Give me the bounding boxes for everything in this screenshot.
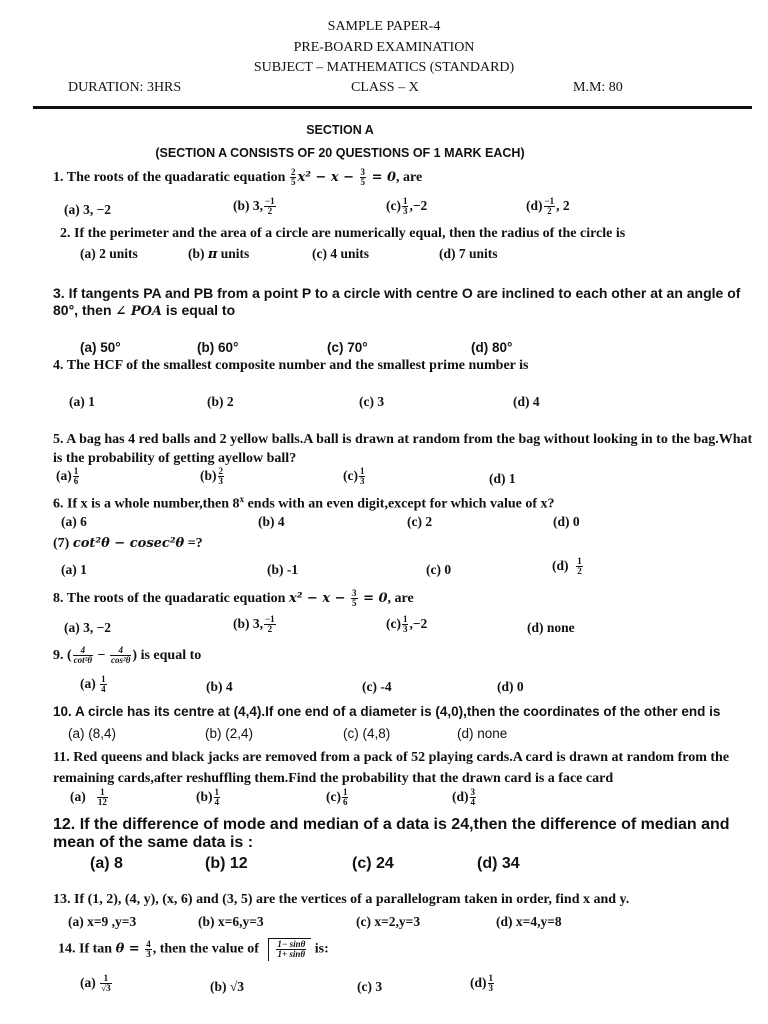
option-c: (c) -4 [362, 679, 392, 694]
question-4: 4. The HCF of the smallest composite number and the smallest prime number is [53, 358, 529, 373]
option-d: (d) $\frac{3}{4}$ [452, 787, 475, 808]
question-8: 8. The roots of the quadaratic equation x² − x − $\frac{3}{5}$ = 0, are [53, 588, 414, 609]
fraction: $\frac{2}{5}$ [290, 167, 296, 188]
question-1: 1. The roots of the quadaratic equation $\frac{2}{5}$ x² − x − $\frac{3}{5}$ = 0, are [53, 167, 423, 188]
question-11: 11. Red queens and black jacks are removed from a pack of 52 playing cards.A card is drawn at random from the remaining cards,after reshuffling them.Find the probability that the drawn card is a face card [53, 750, 730, 786]
option-c: (c) x=2,y=3 [356, 914, 421, 929]
question-2: 2. If the perimeter and the area of a circle are numerically equal, then the radius of the circle is [60, 226, 626, 241]
option-c: (c) $\frac{1}{3}$ [343, 466, 365, 487]
option-c: (c) 2 [407, 514, 433, 529]
question-13: 13. If (1, 2), (4, y), (x, 6) and (3, 5) are the vertices of a parallelogram taken in order, find x and y. [53, 892, 630, 907]
option-b: (b) 3, $\frac{-1}{2}$ [233, 614, 275, 635]
option-a: (a) $\frac{1}{√3}$ [80, 973, 111, 994]
option-b: (b) 2 [207, 394, 234, 409]
question-9: 9. ( $\frac{4}{\text{cot²θ}}$ − $\frac{4}{\text{cos²θ}}$ ) is equal to [53, 645, 202, 666]
option-d: (d) 4 [513, 394, 540, 409]
option-a: (a) 1 [61, 562, 87, 577]
question-12: 12. If the difference of mode and median of a data is 24,then the difference of median and mean of the same data is : [53, 816, 730, 851]
subject-title: SUBJECT – MATHEMATICS (STANDARD) [253, 60, 515, 75]
option-c: (c) 70° [327, 340, 368, 355]
option-a: (a) $\frac{1}{12}$ [70, 787, 107, 808]
option-d: (d) $\frac{-1}{2}$ , 2 [526, 196, 570, 217]
equation: = 0 [367, 170, 397, 186]
marks-label: M.M: 80 [573, 80, 623, 95]
option-a: (a) 2 units [80, 246, 138, 261]
option-b: (b) 4 [258, 514, 285, 529]
question-3: 3. If tangents PA and PB from a point P to a circle with centre O are inclined to each other at an angle of 80°, then ∠ POA is equal to [53, 285, 741, 319]
option-d: (d) 1 [489, 471, 516, 486]
option-a: (a) $\frac{1}{4}$ [80, 674, 106, 695]
option-b: (b) 4 [206, 679, 233, 694]
section-subtitle: (SECTION A CONSISTS OF 20 QUESTIONS OF 1 MARK EACH) [155, 146, 525, 160]
option-c: (c) $\frac{1}{3}$ ,−2 [386, 614, 428, 635]
section-title: SECTION A [306, 123, 374, 137]
option-b: (b) √3 [210, 979, 245, 994]
option-a: (a) 8 [90, 855, 123, 872]
option-d: (d) 0 [497, 679, 524, 694]
question-text: 1. The roots of the quadaratic equation [53, 170, 289, 186]
option-c: (c) 3 [357, 979, 383, 994]
option-b: (b) $\frac{2}{3}$ [200, 466, 223, 487]
option-a: (a) 1 [69, 394, 95, 409]
option-c: (c) 3 [359, 394, 385, 409]
option-d: (d) none [527, 620, 575, 635]
option-d: (d) none [457, 726, 508, 741]
header-divider [33, 106, 752, 109]
option-a: (a) x=9 ,y=3 [68, 914, 137, 929]
equation: x² − x − [297, 170, 359, 186]
option-b: (b) 60° [197, 340, 239, 355]
question-7: (7) cot²θ − cosec²θ =? [53, 536, 203, 551]
exam-title: PRE-BOARD EXAMINATION [293, 40, 475, 55]
option-d: (d) 34 [477, 855, 520, 872]
option-c: (c) $\frac{1}{6}$ [326, 787, 348, 808]
option-b: (b) π units [188, 246, 250, 262]
option-b: (b) 12 [205, 855, 248, 872]
option-d: (d) x=4,y=8 [496, 914, 562, 929]
option-c: (c) $\frac{1}{3}$ ,−2 [386, 196, 428, 217]
option-a: (a) 3, −2 [64, 620, 112, 635]
duration-label: DURATION: 3HRS [68, 80, 182, 95]
option-d: (d) $\frac{1}{2}$ [552, 556, 582, 577]
option-b: (b) x=6,y=3 [198, 914, 264, 929]
option-a: (a) 3, −2 [64, 202, 112, 217]
question-5: 5. A bag has 4 red balls and 2 yellow balls.A ball is drawn at random from the bag without looking in to the bag.What is the probability of getting ayellow ball? [53, 432, 753, 466]
option-c: (c) (4,8) [343, 726, 391, 741]
option-a: (a) 6 [61, 514, 87, 529]
option-d: (d) 7 units [439, 246, 498, 261]
option-b: (b) (2,4) [205, 726, 254, 741]
option-a: (a) $\frac{1}{6}$ [56, 466, 79, 487]
question-6: 6. If x is a whole number,then 8$^x$ ends with an even digit,except for which value of x? [53, 494, 555, 512]
question-14: 14. If tan θ = $\frac{4}{3}$ , then the value of $\frac{1- \sin\theta}{1+ \sin\theta}$ is: [58, 938, 329, 960]
option-d: (d) 0 [553, 514, 580, 529]
paper-title: SAMPLE PAPER-4 [327, 19, 441, 34]
class-label: CLASS – X [351, 80, 419, 95]
option-b: (b) -1 [267, 562, 299, 577]
square-root: $\frac{1- \sin\theta}{1+ \sin\theta}$ [268, 938, 311, 961]
option-d: (d) $\frac{1}{3}$ [470, 973, 493, 994]
option-b: (b) 3, $\frac{-1}{2}$ [233, 196, 275, 217]
option-a: (a) (8,4) [68, 726, 117, 741]
option-b: (b) $\frac{1}{4}$ [196, 787, 219, 808]
option-c: (c) 24 [352, 855, 394, 872]
option-d: (d) 80° [471, 340, 513, 355]
option-c: (c) 0 [426, 562, 452, 577]
question-10: 10. A circle has its centre at (4,4).If one end of a diameter is (4,0),then the coordinates of the other end is [53, 704, 721, 719]
option-a: (a) 50° [80, 340, 121, 355]
fraction: $\frac{3}{5}$ [360, 167, 366, 188]
option-c: (c) 4 units [312, 246, 369, 261]
